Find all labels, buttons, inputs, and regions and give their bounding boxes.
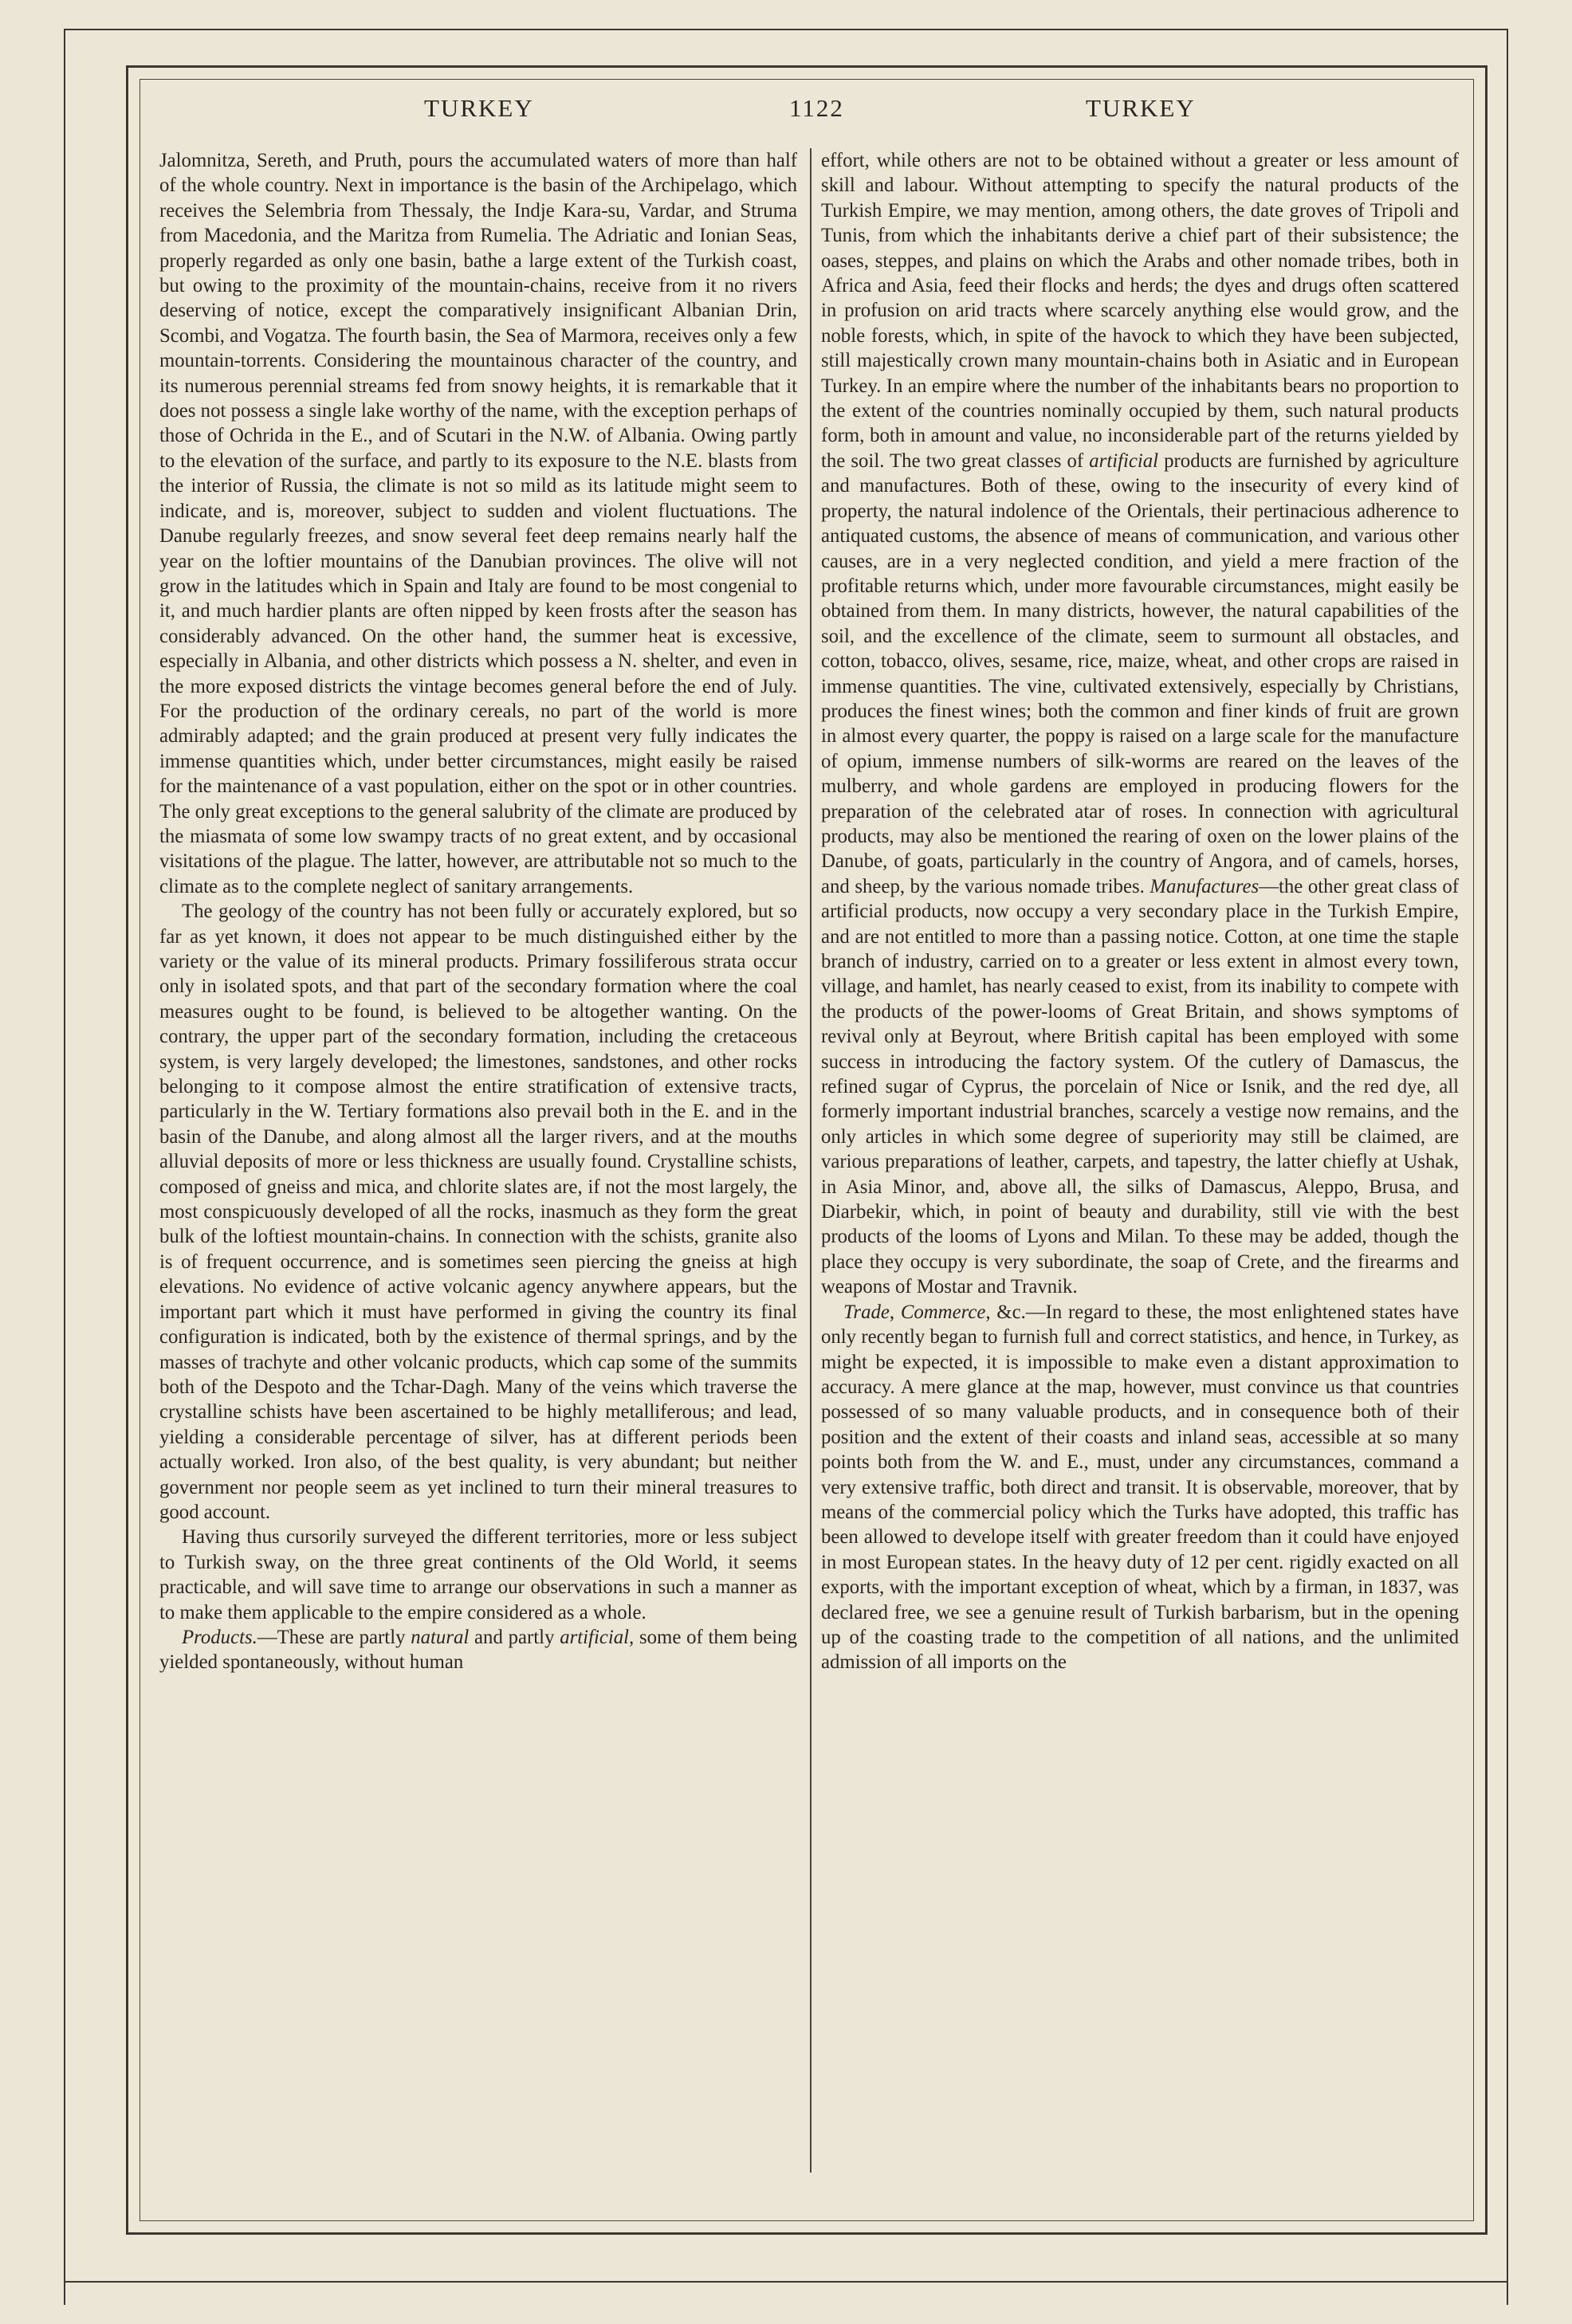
left-paragraph-rivers-climate: Jalomnitza, Sereth, and Pruth, pours the accumulated waters of more than half of the whole country. Next in importance is the basin of the Archipelago, which receives the Selembria from Thessaly, the Indje Kara-su, Vardar, and Struma from Macedonia, and the Maritza from Rumelia. The Adriatic and Ionian Seas, properly regarded as only one basin, bathe a large extent of the Turkish coast, but owing to the proximity of the mountain-chains, receive from it no rivers deserving of notice, except the comparatively insignificant Albanian Drin, Scombi, and Vogatza. The fourth basin, the Sea of Marmora, receives only a few mountain-torrents. Considering the mountainous character of the country, and its numerous perennial streams fed from snowy heights, it is remarkable that it does not possess a single lake worthy of the name, with the exception perhaps of those of Ochrida in the E., and of Scutari in the N.W. of Albania. Owing partly to the elevation of the surface, and partly to its exposure to the N.E. blasts from the interior of Russia, the climate is not so mild as its latitude might seem to indicate, and is, moreover, subject to sudden and violent fluctuations. The Danube regularly freezes, and snow several feet deep remains nearly half the year on the loftier mountains of the Danubian provinces. The olive will not grow in the latitudes which in Spain and Italy are found to be most congenial to it, and much hardier plants are often nipped by keen frosts after the season has considerably advanced. On the other hand, the summer heat is excessive, especially in Albania, and other districts which possess a N. shelter, and even in the more exposed districts the vintage becomes general before the end of July. For the production of the ordinary cereals, no part of the world is more admirably adapted; and the grain produced at present very fully indicates the immense quantities which, under better circumstances, might easily be raised for the maintenance of a vast population, either on the spot or in other countries. The only great exceptions to the general salubrity of the climate are produced by the miasmata of some low swampy tracts of no great extent, and by occasional visitations of the plague. The latter, however, are attributable not so much to the climate as to the complete neglect of sanitary arrangements. bbox=[159, 150, 797, 897]
products-heading: Products. bbox=[182, 1626, 257, 1648]
left-paragraph-survey: Having thus cursorily surveyed the different territories, more or less subject to Turkish sway, on the three great continents of the Old World, it seems practicable, and will save time to arrange our observations in such a manner as to make them applicable to the empire considered as a whole. bbox=[159, 1526, 797, 1623]
header-right-title: TURKEY bbox=[1086, 94, 1196, 122]
header-left-title: TURKEY bbox=[424, 94, 534, 122]
trade-heading: Trade bbox=[843, 1301, 890, 1323]
products-artificial: artificial, bbox=[560, 1626, 635, 1648]
right-text-b: products are furnished by agriculture and manufactures. Both of these, owing to the insecurity of every kind of property, the natural indolence of the Orientals, their pertinacious adherence to antiquated customs, the absence of means of communication, and various other causes, are in a very neglected condition, and yield a mere fraction of the profitable returns which, under more favourable circumstances, might easily be obtained from them. In many districts, however, the natural capabilities of the soil, and the excellence of the climate, seem to surmount all obstacles, and cotton, tobacco, olives, sesame, rice, maize, wheat, and other crops are raised in immense quantities. The vine, cultivated extensively, especially by Christians, produces the finest wines; both the common and finer kinds of fruit are grown in almost every quarter, the poppy is raised on a large scale for the manufacture of opium, immense numbers of silk-worms are reared on the leaves of the mulberry, and whole gardens are employed in producing flowers for the preparation of the celebrated atar of roses. In connection with agricultural products, may also be mentioned the rearing of oxen on the lower plains of the Danube, of goats, particularly in the country of Angora, and of camels, horses, and sheep, by the various nomade tribes. bbox=[821, 449, 1459, 897]
right-margin-rule bbox=[1507, 29, 1508, 2305]
left-paragraph-products bbox=[159, 1625, 797, 1675]
commerce-heading: Commerce bbox=[900, 1301, 986, 1323]
manufactures-heading: Manufactures bbox=[1150, 875, 1260, 897]
top-rule bbox=[64, 29, 1508, 30]
artificial-italic: artificial bbox=[1089, 449, 1159, 472]
bottom-rule bbox=[64, 2281, 1508, 2283]
products-text-b: and partly bbox=[469, 1626, 560, 1648]
products-text-c: some of them being yielded spontaneously, without human bbox=[159, 1626, 797, 1674]
column-divider bbox=[810, 148, 812, 2173]
left-paragraph-geology: The geology of the country has not been fully or accurately explored, but so far as yet known, it does not appear to be much distinguished either by the variety or the value of its mineral products. Primary fossiliferous strata occur only in isolated spots, and that part of the secondary formation where the coal measures ought to be found, is believed to be altogether wanting. On the contrary, the upper part of the secondary formation, including the cretaceous system, is very largely developed; the limestones, sandstones, and other rocks belonging to it compose almost the entire stratification of extensive tracts, particularly in the W. Tertiary formations also prevail both in the E. and in the basin of the Danube, and along almost all the larger rivers, and at the mouths alluvial deposits of more or less thickness are usually found. Crystalline schists, composed of gneiss and mica, and chlorite slates are, if not the most largely, the most conspicuously developed of all the rocks, inasmuch as they form the great bulk of the loftiest mountain-chains. In connection with the schists, granite also is of frequent occurrence, and is sometimes seen piercing the gneiss at high elevations. No evidence of active volcanic agency anywhere appears, but the important part which it must have performed in giving the country its final configuration is indicated, both by the existence of thermal springs, and by the masses of trachyte and other volcanic products, which cap some of the summits both of the Despoto and the Tchar-Dagh. Many of the veins which traverse the crystalline schists have been ascertained to be highly metalliferous; and lead, yielding a considerable percentage of silver, has at different periods been actually worked. Iron also, of the best quality, is very abundant; but neither government nor people seem as yet inclined to turn their mineral treasures to good account. bbox=[159, 901, 797, 1523]
trade-text: , &c.—In regard to these, the most enlightened states have only recently began to furnish full and correct statistics, and hence, in Turkey, as might be expected, it is impossible to make even a distant approximation to accuracy. A mere glance at the map, however, must convince us that countries possessed of so many valuable products, and in consequence both of their position and the extent of their coasts and inland seas, accessible at so many points both from the W. and E., must, under any circumstances, command a very extensive traffic, both direct and transit. It is observable, moreover, that by means of the commercial policy which the Turks have adopted, this traffic has been allowed to develope itself with greater freedom than it could have enjoyed in most European states. In the heavy duty of 12 per cent. rigidly exacted on all exports, with the important exception of wheat, which by a firman, in 1837, was declared free, we see a genuine result of Turkish barbarism, but in the opening up of the coasting trade to the competition of all nations, and the unlimited admission of all imports on the bbox=[821, 1301, 1459, 1674]
right-column bbox=[821, 148, 1459, 2165]
right-paragraph-products-manufactures bbox=[821, 148, 1459, 1300]
page-number: 1122 bbox=[789, 94, 844, 122]
right-paragraph-trade: Trade, Commerce, &c.—In regard to these, the most enlightened states have only recently began to furnish full and correct statistics, and hence, in Turkey, as might be expected, it is impossible to make even a distant approximation to accuracy. A mere glance at the map, however, must convince us that countries possessed of so many valuable products, and in consequence both of their position and the extent of their coasts and inland seas, accessible at so many points both from the W. and E., must, under any circumstances, command a very extensive traffic, both direct and transit. It is observable, moreover, that by means of the commercial policy which the Turks have adopted, this traffic has been allowed to develope itself with greater freedom than it could have enjoyed in most European states. In the heavy duty of 12 per cent. rigidly exacted on all exports, with the important exception of wheat, which by a firman, in 1837, was declared free, we see a genuine result of Turkish barbarism, but in the opening up of the coasting trade to the competition of all nations, and the unlimited admission of all imports on the bbox=[821, 1301, 1459, 1674]
left-margin-rule bbox=[64, 29, 65, 2305]
running-header bbox=[159, 86, 1459, 131]
products-natural: natural bbox=[411, 1626, 470, 1648]
left-column bbox=[159, 148, 797, 2165]
right-text-a: effort, while others are not to be obtained without a greater or less amount of skill and labour. Without attempting to specify the natural products of the Turkish Empire, we may mention, among others, the date groves of Tripoli and Tunis, from which the inhabitants derive a chief part of their subsistence; the oases, steppes, and plains on which the Arabs and other nomade tribes, both in Africa and Asia, feed their flocks and herds; the dyes and drugs often scattered in profusion on arid tracts where scarcely anything else would grow, and the noble forests, which, in spite of the havock to which they have been subjected, still majestically crown many mountain-chains both in Asiatic and in European Turkey. In an empire where the number of the inhabitants bears no proportion to the extent of the countries nominally occupied by them, such natural products form, both in amount and value, no inconsiderable part of the returns yielded by the soil. The two great classes of bbox=[821, 150, 1459, 472]
products-text-a: —These are partly bbox=[257, 1626, 411, 1648]
right-text-c: —the other great class of artificial products, now occupy a very secondary place in the Turkish Empire, and are not entitled to more than a passing notice. Cotton, at one time the staple branch of industry, carried on to a greater or less extent in almost every town, village, and hamlet, has nearly ceased to exist, from its inability to compete with the products of the power-looms of Great Britain, and shows symptoms of revival only at Beyrout, where British capital has been employed with some success in introducing the factory system. Of the cutlery of Damascus, the refined sugar of Cyprus, the porcelain of Nice or Isnik, and the red dye, all formerly important industrial branches, scarcely a vestige now remains, and the only articles in which some degree of superiority may still be claimed, are various preparations of leather, carpets, and tapestry, the latter chiefly at Ushak, in Asia Minor, and, above all, the silks of Damascus, Aleppo, Brusa, and Diarbekir, which, in point of beauty and durability, still vie with the best products of the looms of Lyons and Milan. To these may be added, though the place they occupy is very subordinate, the soap of Crete, and the firearms and weapons of Mostar and Travnik. bbox=[821, 875, 1459, 1298]
